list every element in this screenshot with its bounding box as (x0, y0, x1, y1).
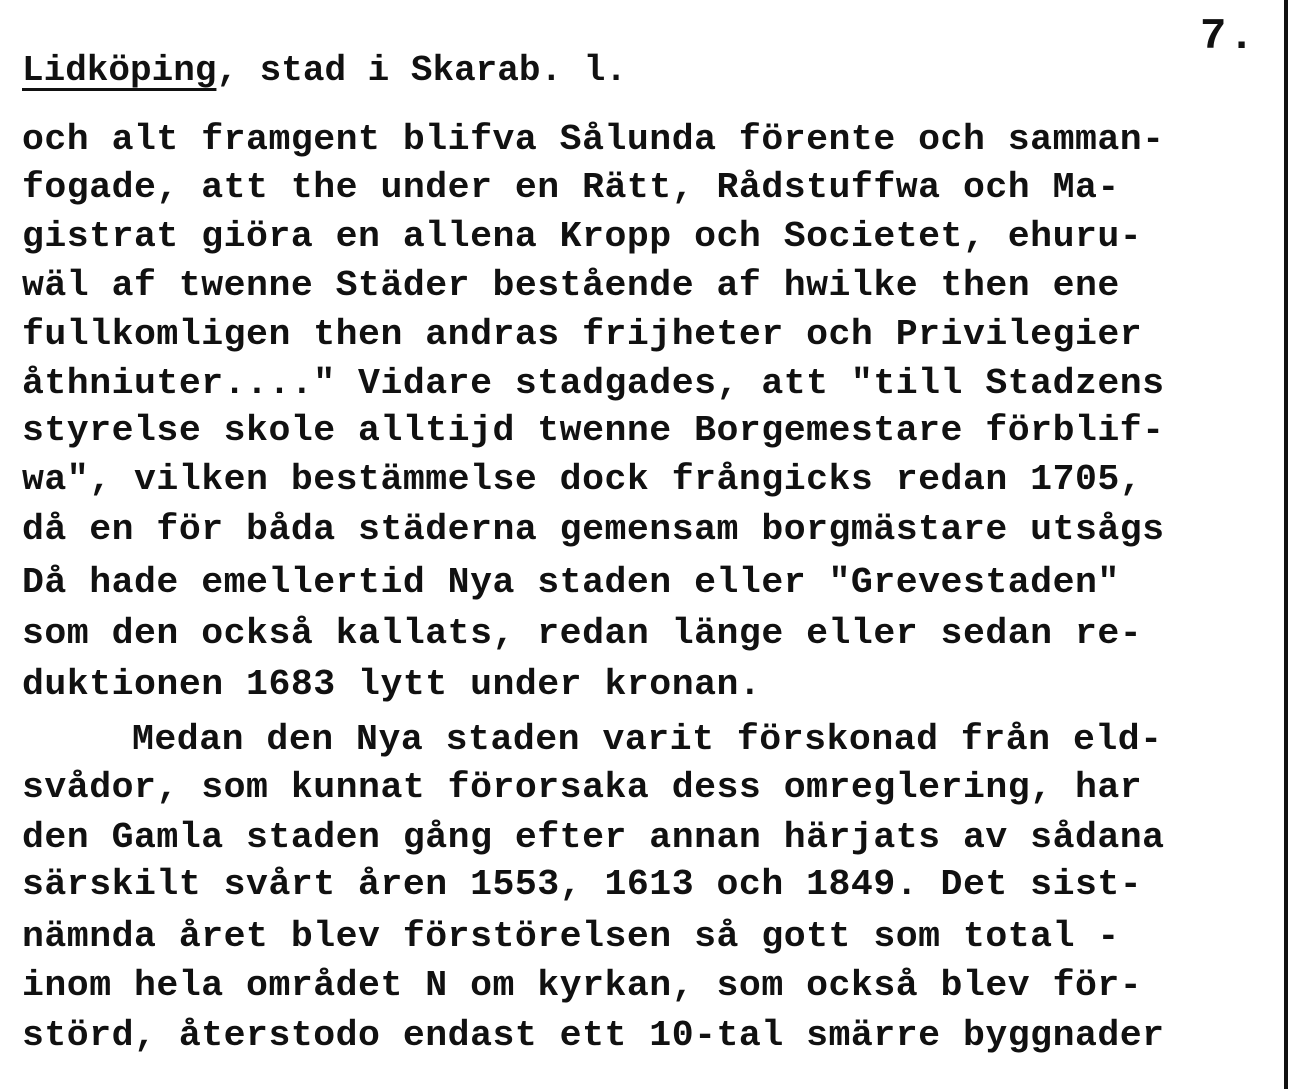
text-line: då en för båda städerna gemensam borgmästare utsågs (22, 509, 1165, 550)
page-edge-line (1284, 0, 1288, 1089)
heading-rest: , stad i Skarab. l. (216, 50, 627, 91)
text-line: åthniuter...." Vidare stadgades, att "till Stadzens (22, 363, 1165, 404)
text-line: nämnda året blev förstörelsen så gott som total - (22, 916, 1120, 957)
text-line: Då hade emellertid Nya staden eller "Grevestaden" (22, 562, 1120, 603)
page-number: 7. (1200, 12, 1257, 62)
text-line: Medan den Nya staden varit förskonad från eld- (132, 719, 1163, 760)
page-heading (22, 50, 627, 91)
text-line: svådor, som kunnat förorsaka dess omreglering, har (22, 767, 1143, 808)
text-line: som den också kallats, redan länge eller sedan re- (22, 613, 1143, 654)
text-line: och alt framgent blifva Sålunda förente och samman- (22, 119, 1165, 160)
text-line: störd, återstodo endast ett 10-tal smärre byggnader (22, 1015, 1165, 1056)
heading-place: Lidköping (22, 50, 217, 91)
text-line: wäl af twenne Städer bestående af hwilke then ene (22, 265, 1120, 306)
text-line: fullkomligen then andras frijheter och Privilegier (22, 314, 1143, 355)
text-line: gistrat giöra en allena Kropp och Societet, ehuru- (22, 216, 1143, 257)
text-line: den Gamla staden gång efter annan härjats av sådana (22, 817, 1165, 858)
text-line: wa", vilken bestämmelse dock frångicks redan 1705, (22, 459, 1143, 500)
text-line: duktionen 1683 lytt under kronan. (22, 664, 762, 705)
text-line: styrelse skole alltijd twenne Borgemestare förblif- (22, 410, 1165, 451)
text-line: inom hela området N om kyrkan, som också blev för- (22, 965, 1143, 1006)
text-line: fogade, att the under en Rätt, Rådstuffwa och Ma- (22, 167, 1120, 208)
text-line: särskilt svårt åren 1553, 1613 och 1849. Det sist- (22, 864, 1143, 905)
